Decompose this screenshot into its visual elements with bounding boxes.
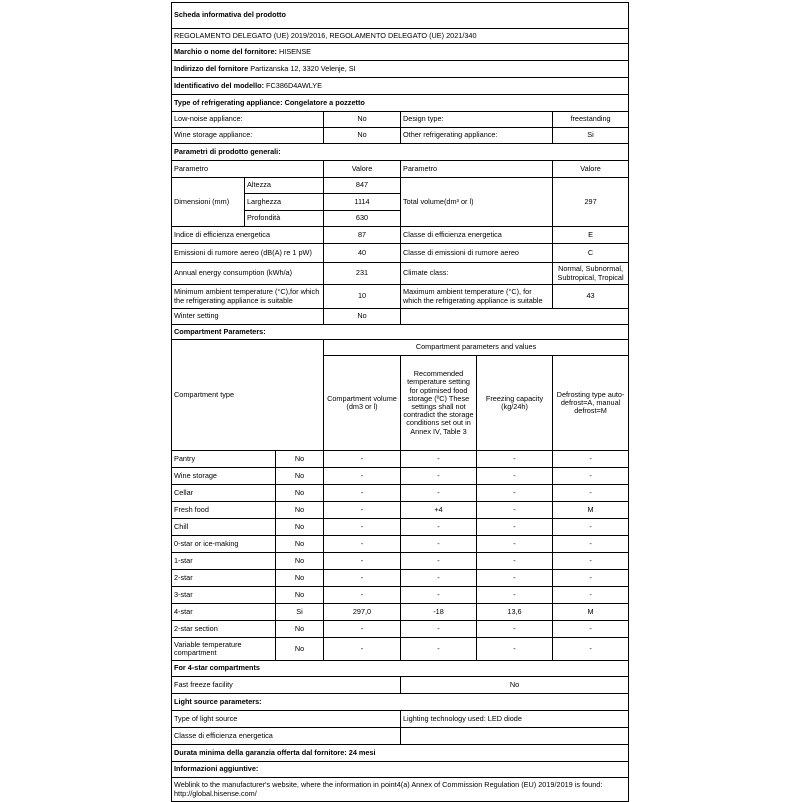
compartment-row xyxy=(172,451,629,468)
compartment-row xyxy=(172,536,629,553)
compartment-volume: - xyxy=(324,468,401,485)
product-sheet-table xyxy=(171,2,629,802)
model-identifier-row xyxy=(172,78,629,95)
energy-index-label: Indice di efficienza energetica xyxy=(172,227,324,244)
compartment-present: No xyxy=(276,621,324,638)
appliance-type-label: Type of refrigerating appliance: xyxy=(174,97,283,107)
compartment-freezing-capacity: - xyxy=(477,587,553,604)
compartment-row xyxy=(172,621,629,638)
compartment-freezing-capacity: - xyxy=(477,536,553,553)
compartment-freezing-capacity: 13,6 xyxy=(477,604,553,621)
min-temperature-label: Minimum ambient temperature (°C),for which the refrigerating appliance is suitable xyxy=(172,285,324,309)
compartment-name: Chill xyxy=(172,519,276,536)
compartment-name: Fresh food xyxy=(172,502,276,519)
compartment-defrost-type: M xyxy=(553,502,629,519)
wine-storage-label: Wine storage appliance: xyxy=(172,128,324,144)
appliance-type-value: Congelatore a pozzetto xyxy=(284,97,365,107)
compartment-name: 2-star xyxy=(172,570,276,587)
compartment-parameters-heading: Compartment Parameters: xyxy=(172,325,629,340)
compartment-present: No xyxy=(276,519,324,536)
light-source-type-label: Type of light source xyxy=(172,711,401,728)
compartment-temperature: - xyxy=(401,468,477,485)
compartment-row xyxy=(172,604,629,621)
annual-consumption-label: Annual energy consumption (kWh/a) xyxy=(172,263,324,285)
compartment-row xyxy=(172,519,629,536)
compartment-defrost-type: - xyxy=(553,621,629,638)
depth-value: 630 xyxy=(324,211,401,227)
wine-storage-value: No xyxy=(324,128,401,144)
compartment-present: No xyxy=(276,502,324,519)
compartment-name: 1-star xyxy=(172,553,276,570)
compartment-volume: - xyxy=(324,638,401,661)
low-noise-label: Low-noise appliance: xyxy=(172,112,324,128)
general-parameters-heading: Parametri di prodotto generali: xyxy=(172,144,629,161)
compartment-name: 0-star or ice-making xyxy=(172,536,276,553)
parameter-column-header-right: Parametro xyxy=(401,161,553,178)
model-identifier-label: Identificativo del modello: xyxy=(174,80,265,90)
compartment-row xyxy=(172,570,629,587)
light-source-heading: Light source parameters: xyxy=(172,694,629,711)
compartment-name: 3-star xyxy=(172,587,276,604)
compartment-values-heading: Compartment parameters and values xyxy=(324,340,629,356)
height-value: 847 xyxy=(324,178,401,194)
compartment-freezing-capacity: - xyxy=(477,638,553,661)
compartment-name: 2-star section xyxy=(172,621,276,638)
design-type-label: Design type: xyxy=(401,112,553,128)
supplier-address-row xyxy=(172,61,629,78)
compartment-volume: - xyxy=(324,536,401,553)
manufacturer-weblink: Weblink to the manufacturer's website, where the information in point4(a) Annex of Commission Regulation (EU) 2019/2019 is found: http://global.hisense.com/ xyxy=(172,778,629,802)
compartment-volume: - xyxy=(324,621,401,638)
energy-index-value: 87 xyxy=(324,227,401,244)
compartment-temperature: - xyxy=(401,536,477,553)
additional-info-heading: Informazioni aggiuntive: xyxy=(172,762,629,778)
compartment-temperature: +4 xyxy=(401,502,477,519)
lighting-technology-label: Lighting technology used: xyxy=(403,713,486,723)
compartment-present: Si xyxy=(276,604,324,621)
compartment-present: No xyxy=(276,451,324,468)
winter-setting-empty xyxy=(401,309,629,325)
min-temperature-value: 10 xyxy=(324,285,401,309)
compartment-temperature: - xyxy=(401,485,477,502)
value-column-header: Valore xyxy=(324,161,401,178)
supplier-name-row xyxy=(172,44,629,61)
fast-freeze-value: No xyxy=(401,677,629,694)
compartment-present: No xyxy=(276,638,324,661)
supplier-address-label: Indirizzo del fornitore xyxy=(174,63,249,73)
max-temperature-value: 43 xyxy=(553,285,629,309)
warranty-label: Durata minima della garanzia offerta dal fornitore: xyxy=(174,747,347,757)
regulation-reference: REGOLAMENTO DELEGATO (UE) 2019/2016, REGOLAMENTO DELEGATO (UE) 2021/340 xyxy=(172,29,629,44)
compartment-present: No xyxy=(276,553,324,570)
compartment-freezing-capacity: - xyxy=(477,553,553,570)
annual-consumption-value: 231 xyxy=(324,263,401,285)
compartment-freezing-capacity: - xyxy=(477,519,553,536)
lighting-technology-value: LED diode xyxy=(487,713,522,723)
compartment-temperature: - xyxy=(401,638,477,661)
compartment-row xyxy=(172,502,629,519)
compartment-row xyxy=(172,587,629,604)
compartment-name: Variable temperature compartment xyxy=(172,638,276,661)
fast-freeze-label: Fast freeze facility xyxy=(172,677,401,694)
compartment-temperature: - xyxy=(401,519,477,536)
appliance-type-row xyxy=(172,95,629,112)
compartment-name: 4-star xyxy=(172,604,276,621)
compartment-freezing-capacity: - xyxy=(477,570,553,587)
winter-setting-label: Winter setting xyxy=(172,309,324,325)
dimensions-label: Dimensioni (mm) xyxy=(172,178,245,227)
product-information-sheet xyxy=(171,2,628,798)
winter-setting-value: No xyxy=(324,309,401,325)
compartment-volume: - xyxy=(324,570,401,587)
compartment-freezing-capacity: - xyxy=(477,451,553,468)
compartment-defrost-type: - xyxy=(553,570,629,587)
compartment-volume: - xyxy=(324,502,401,519)
compartment-volume: - xyxy=(324,519,401,536)
compartment-defrost-type: - xyxy=(553,485,629,502)
compartment-freezing-capacity: - xyxy=(477,485,553,502)
compartment-temperature: - xyxy=(401,451,477,468)
compartment-volume-header: Compartment volume (dm3 or l) xyxy=(324,356,401,451)
parameter-column-header: Parametro xyxy=(172,161,324,178)
compartment-defrost-type: - xyxy=(553,587,629,604)
light-class-value xyxy=(401,728,629,745)
compartment-volume: - xyxy=(324,587,401,604)
compartment-freezing-capacity: - xyxy=(477,502,553,519)
sheet-title: Scheda informativa del prodotto xyxy=(172,3,629,29)
compartment-present: No xyxy=(276,468,324,485)
compartment-defrost-type: M xyxy=(553,604,629,621)
light-class-label: Classe di efficienza energetica xyxy=(172,728,401,745)
compartment-volume: - xyxy=(324,553,401,570)
compartment-row xyxy=(172,468,629,485)
height-label: Altezza xyxy=(245,178,324,194)
other-appliance-value: Si xyxy=(553,128,629,144)
compartment-defrost-type: - xyxy=(553,519,629,536)
design-type-value: freestanding xyxy=(553,112,629,128)
depth-label: Profondità xyxy=(245,211,324,227)
supplier-address-value: Partizanska 12, 3320 Velenje, SI xyxy=(250,63,356,73)
compartment-row xyxy=(172,485,629,502)
compartment-temperature: - xyxy=(401,621,477,638)
width-label: Larghezza xyxy=(245,194,324,211)
recommended-temperature-header: Recommended temperature setting for optimised food storage (ºC) These settings shall not contradict the storage conditions set out in Annex IV, Table 3 xyxy=(401,356,477,451)
width-value: 1114 xyxy=(324,194,401,211)
compartment-name: Pantry xyxy=(172,451,276,468)
supplier-name-label: Marchio o nome del fornitore: xyxy=(174,46,277,56)
compartment-present: No xyxy=(276,570,324,587)
total-volume-label: Total volume(dm³ or l) xyxy=(401,178,553,227)
compartment-defrost-type: - xyxy=(553,553,629,570)
compartment-present: No xyxy=(276,485,324,502)
max-temperature-label: Maximum ambient temperature (°C), for which the refrigerating appliance is suitable xyxy=(401,285,553,309)
compartment-temperature: - xyxy=(401,570,477,587)
climate-class-value: Normal, Subnormal, Subtropical, Tropical xyxy=(553,263,629,285)
compartment-name: Wine storage xyxy=(172,468,276,485)
compartment-type-label: Compartment type xyxy=(172,340,324,451)
compartment-volume: - xyxy=(324,451,401,468)
compartment-row xyxy=(172,638,629,661)
compartment-defrost-type: - xyxy=(553,468,629,485)
model-identifier-value: FC386D4AWLYE xyxy=(266,80,323,90)
compartment-name: Cellar xyxy=(172,485,276,502)
compartment-present: No xyxy=(276,536,324,553)
compartment-defrost-type: - xyxy=(553,451,629,468)
compartment-freezing-capacity: - xyxy=(477,621,553,638)
noise-class-value: C xyxy=(553,244,629,263)
compartment-present: No xyxy=(276,587,324,604)
noise-emission-value: 40 xyxy=(324,244,401,263)
supplier-name-value: HISENSE xyxy=(279,46,312,56)
freezing-capacity-header: Freezing capacity (kg/24h) xyxy=(477,356,553,451)
noise-emission-label: Emissioni di rumore aereo (dB(A) re 1 pW) xyxy=(172,244,324,263)
compartment-temperature: -18 xyxy=(401,604,477,621)
energy-class-label: Classe di efficienza energetica xyxy=(401,227,553,244)
low-noise-value: No xyxy=(324,112,401,128)
compartment-temperature: - xyxy=(401,587,477,604)
four-star-heading: For 4-star compartments xyxy=(172,661,629,677)
compartment-temperature: - xyxy=(401,553,477,570)
compartment-defrost-type: - xyxy=(553,638,629,661)
total-volume-value: 297 xyxy=(553,178,629,227)
compartment-freezing-capacity: - xyxy=(477,468,553,485)
other-appliance-label: Other refrigerating appliance: xyxy=(401,128,553,144)
warranty-value: 24 mesi xyxy=(348,747,376,757)
compartment-volume: - xyxy=(324,485,401,502)
compartment-defrost-type: - xyxy=(553,536,629,553)
warranty-row xyxy=(172,745,629,762)
lighting-technology-cell xyxy=(401,711,629,728)
defrosting-type-header: Defrosting type auto-defrost=A, manual defrost=M xyxy=(553,356,629,451)
value-column-header-right: Valore xyxy=(553,161,629,178)
noise-class-label: Classe di emissioni di rumore aereo xyxy=(401,244,553,263)
climate-class-label: Climate class: xyxy=(401,263,553,285)
energy-class-value: E xyxy=(553,227,629,244)
compartment-volume: 297,0 xyxy=(324,604,401,621)
compartment-row xyxy=(172,553,629,570)
